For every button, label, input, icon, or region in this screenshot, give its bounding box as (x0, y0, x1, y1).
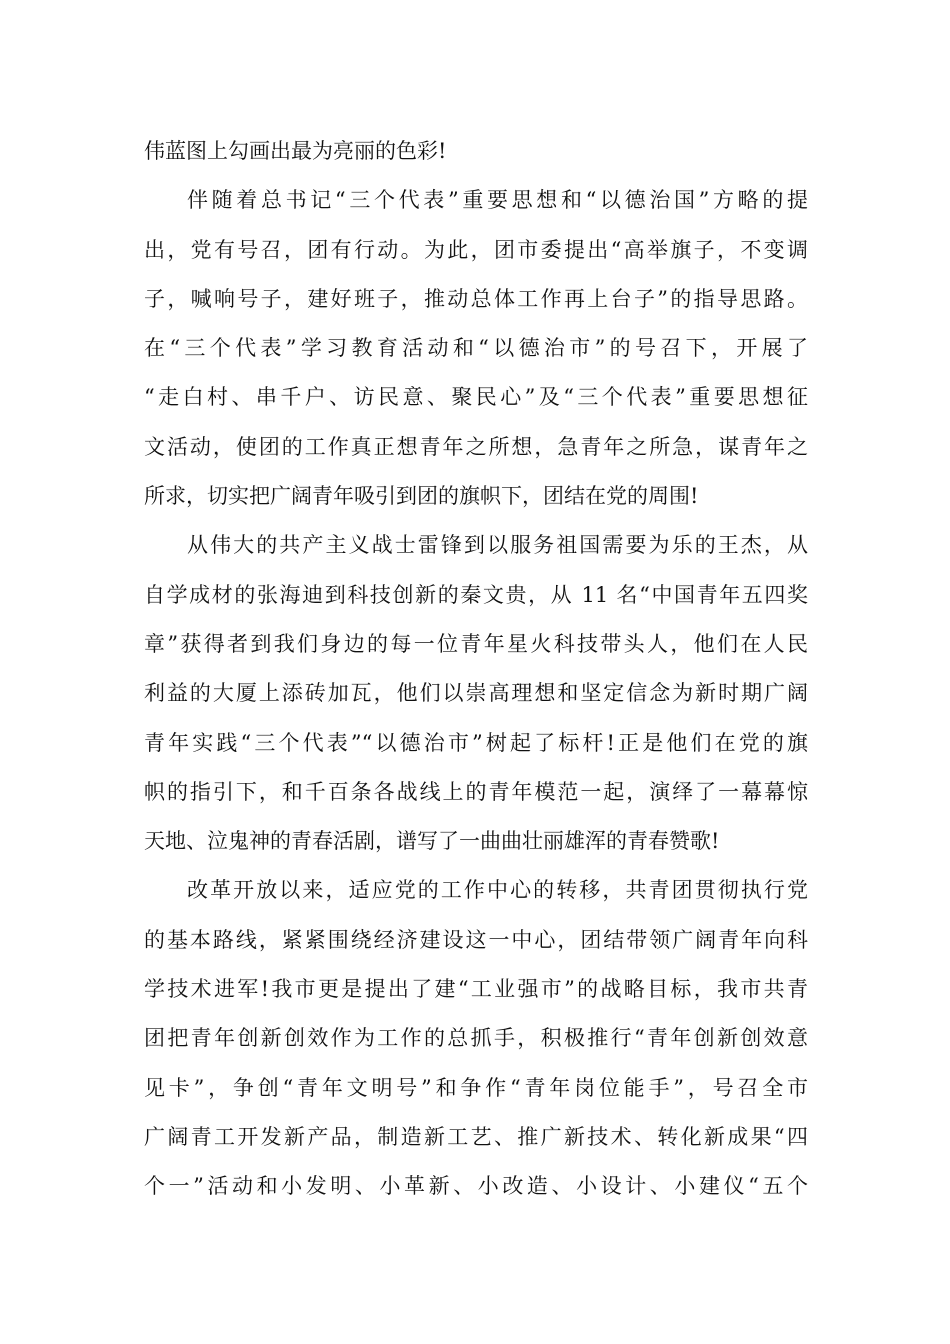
text-line: 的基本路线，紧紧围绕经济建设这一中心，团结带领广阔青年向科 (144, 927, 808, 952)
text-line: 天地、泣鬼神的青春活剧，谱写了一曲曲壮丽雄浑的青春赞歌! (144, 829, 720, 854)
text-line: 子，喊响号子，建好班子，推动总体工作再上台子”的指导思路。 (144, 286, 808, 311)
text-line: 广阔青工开发新产品，制造新工艺、推广新技术、转化新成果“四 (144, 1124, 808, 1149)
text-line: 从伟大的共产主义战士雷锋到以服务祖国需要为乐的王杰，从 (187, 533, 808, 558)
text-line: 自学成材的张海迪到科技创新的秦文贵，从 11 名“中国青年五四奖 (144, 582, 808, 607)
text-line: 学技术进军!我市更是提出了建“工业强市”的战略目标，我市共青 (144, 977, 808, 1002)
text-line: 个一”活动和小发明、小革新、小改造、小设计、小建仪“五个 (144, 1174, 808, 1199)
text-line: 青年实践“三个代表”“以德治市”树起了标杆!正是他们在党的旗 (144, 730, 808, 755)
text-line: “走白村、串千户、访民意、聚民心”及“三个代表”重要思想征 (144, 385, 808, 410)
document-body (144, 127, 808, 1212)
text-line: 出，党有号召，团有行动。为此，团市委提出“高举旗子，不变调 (144, 237, 808, 262)
text-line: 伴随着总书记“三个代表”重要思想和“以德治国”方略的提 (187, 188, 808, 213)
text-line: 文活动，使团的工作真正想青年之所想，急青年之所急，谋青年之 (144, 434, 808, 459)
text-line: 章”获得者到我们身边的每一位青年星火科技带头人，他们在人民 (144, 631, 808, 656)
text-line: 团把青年创新创效作为工作的总抓手，积极推行“青年创新创效意 (144, 1026, 808, 1051)
text-line: 改革开放以来，适应党的工作中心的转移，共青团贯彻执行党 (187, 878, 808, 903)
text-line: 伟蓝图上勾画出最为亮丽的色彩! (144, 139, 447, 163)
text-line: 见卡”，争创“青年文明号”和争作“青年岗位能手”，号召全市 (144, 1075, 808, 1100)
text-line: 在“三个代表”学习教育活动和“以德治市”的号召下，开展了 (144, 336, 808, 361)
text-line: 所求，切实把广阔青年吸引到团的旗帜下，团结在党的周围! (144, 484, 699, 509)
text-line: 利益的大厦上添砖加瓦，他们以崇高理想和坚定信念为新时期广阔 (144, 681, 808, 706)
text-line: 帜的指引下，和千百条各战线上的青年模范一起，演绎了一幕幕惊 (144, 779, 808, 804)
